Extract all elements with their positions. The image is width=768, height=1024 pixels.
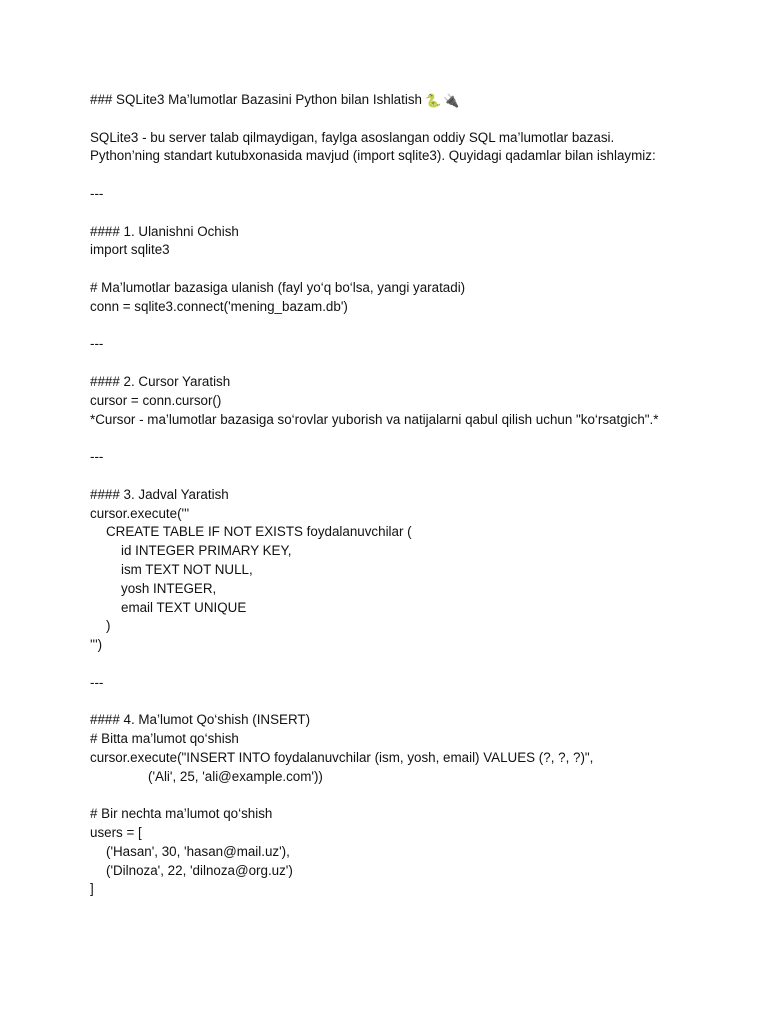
blank-line <box>90 166 730 185</box>
blank-line <box>90 317 730 336</box>
document-title <box>90 91 730 110</box>
separator: --- <box>90 185 104 201</box>
code-line: ('Dilnoza', 22, 'dilnoza@org.uz') <box>106 862 293 878</box>
blank-line <box>90 655 730 674</box>
blank-line <box>90 786 730 805</box>
code-line: ) <box>106 618 111 634</box>
code-comment: # Bitta ma’lumot qo‘shish <box>90 731 239 747</box>
blank-line <box>90 354 730 373</box>
code-line: id INTEGER PRIMARY KEY, <box>121 543 292 559</box>
blank-line <box>90 110 730 129</box>
plug-icon: 🔌 <box>443 94 460 109</box>
code-line: cursor.execute(''' <box>90 505 190 521</box>
title-text: ### SQLite3 Ma’lumotlar Bazasini Python bilan Ishlatish <box>90 92 422 107</box>
code-line: ('Hasan', 30, 'hasan@mail.uz'), <box>106 843 290 859</box>
intro-line-2: Python’ning standart kutubxonasida mavjud (import sqlite3). Quyidagi qadamlar bilan ishlaymiz: <box>90 148 656 164</box>
separator: --- <box>90 336 104 352</box>
note-line: *Cursor - ma’lumotlar bazasiga so‘rovlar yuborish va natijalarni qabul qilish uchun "ko‘rsatgich".* <box>90 411 659 427</box>
code-line: cursor.execute("INSERT INTO foydalanuvchilar (ism, yosh, email) VALUES (?, ?, ?)", <box>90 749 594 765</box>
section-2-heading: #### 2. Cursor Yaratish <box>90 373 231 389</box>
blank-line <box>90 693 730 712</box>
code-line: users = [ <box>90 825 142 841</box>
code-line: conn = sqlite3.connect('mening_bazam.db') <box>90 298 348 314</box>
separator: --- <box>90 674 104 690</box>
blank-line <box>90 204 730 223</box>
code-line: ('Ali', 25, 'ali@example.com')) <box>148 768 323 784</box>
document-body <box>90 91 730 899</box>
code-comment: # Bir nechta ma’lumot qo‘shish <box>90 806 273 822</box>
code-comment: # Ma’lumotlar bazasiga ulanish (fayl yo‘q bo‘lsa, yangi yaratadi) <box>90 279 466 295</box>
code-line: import sqlite3 <box>90 242 170 258</box>
code-line: cursor = conn.cursor() <box>90 392 222 408</box>
section-1-heading: #### 1. Ulanishni Ochish <box>90 223 239 239</box>
intro-line-1: SQLite3 - bu server talab qilmaydigan, faylga asoslangan oddiy SQL ma’lumotlar bazasi. <box>90 129 615 145</box>
code-line: yosh INTEGER, <box>121 580 217 596</box>
blank-line <box>90 467 730 486</box>
code-line: ] <box>90 881 94 897</box>
blank-line <box>90 429 730 448</box>
blank-line <box>90 260 730 279</box>
code-line: CREATE TABLE IF NOT EXISTS foydalanuvchilar ( <box>106 524 412 540</box>
code-line: email TEXT UNIQUE <box>121 599 247 615</box>
section-3-heading: #### 3. Jadval Yaratish <box>90 486 229 502</box>
separator: --- <box>90 449 104 465</box>
snake-icon: 🐍 <box>424 94 442 109</box>
code-line: ''') <box>90 637 103 653</box>
code-line: ism TEXT NOT NULL, <box>121 561 253 577</box>
section-4-heading: #### 4. Ma’lumot Qo‘shish (INSERT) <box>90 712 311 728</box>
